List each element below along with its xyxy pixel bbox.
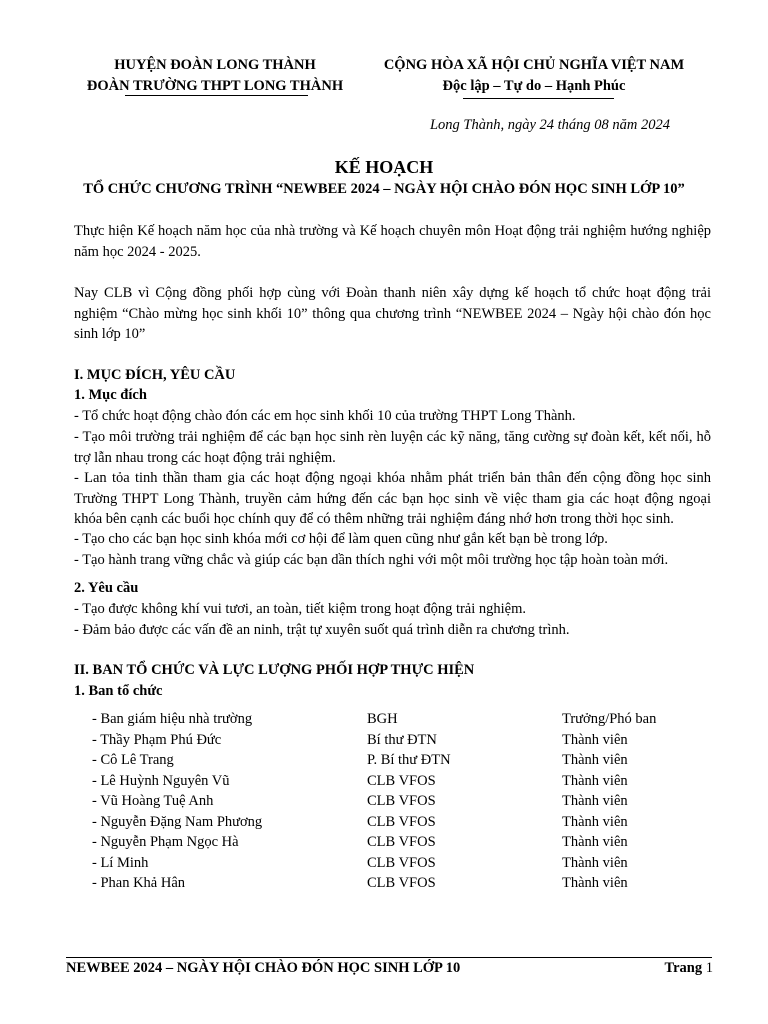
- national-motto-block: [368, 55, 700, 97]
- intro-paragraph-1: Thực hiện Kế hoạch năm học của nhà trường và Kế hoạch chuyên môn Hoạt động trải nghiệm hướng nghiệp năm học 2024 - 2025.: [74, 223, 711, 260]
- member-unit: P. Bí thư ĐTN: [367, 752, 451, 768]
- section-2-heading: II. BAN TỔ CHỨC VÀ LỰC LƯỢNG PHỐI HỢP THỰC HIỆN: [74, 662, 475, 678]
- purpose-item: - Tổ chức hoạt động chào đón các em học sinh khối 10 của trường THPT Long Thành.: [74, 408, 576, 424]
- section-1-sub-purpose: 1. Mục đích: [74, 387, 147, 403]
- table-row: [92, 730, 682, 751]
- page-label: Trang: [664, 960, 703, 976]
- member-role: Trưởng/Phó ban: [562, 711, 657, 727]
- requirement-item: - Tạo được không khí vui tươi, an toàn, tiết kiệm trong hoạt động trải nghiệm.: [74, 601, 527, 617]
- member-unit: BGH: [367, 711, 398, 727]
- member-unit: CLB VFOS: [367, 854, 436, 871]
- table-row: [92, 873, 682, 894]
- member-name: - Nguyễn Đặng Nam Phương: [92, 813, 263, 830]
- member-role: Thành viên: [562, 752, 628, 768]
- member-role: Thành viên: [562, 813, 628, 830]
- member-unit: CLB VFOS: [367, 875, 436, 891]
- footer-title: NEWBEE 2024 – NGÀY HỘI CHÀO ĐÓN HỌC SINH LỚP 10: [66, 960, 461, 976]
- member-unit: CLB VFOS: [367, 793, 436, 809]
- table-row: [92, 853, 682, 874]
- purpose-item: - Lan tỏa tinh thần tham gia các hoạt động ngoại khóa nhằm phát triển bản thân đến cộng đồng học sinh Trường THPT Long Thành, truyền cảm hứng đến các bạn học sinh về việc tham gia các hoạt động ngoại khóa bên cạnh các buổi học chính quy để có thêm những trải nghiệm đáng nhớ hơn trong thời học sinh.: [74, 470, 711, 527]
- purpose-item: - Tạo cho các bạn học sinh khóa mới cơ hội để làm quen cũng như gắn kết bạn bè trong lớp.: [74, 531, 608, 547]
- section-2-sub-organizers: 1. Ban tổ chức: [74, 683, 163, 699]
- document-subtitle: TỔ CHỨC CHƯƠNG TRÌNH “NEWBEE 2024 – NGÀY HỘI CHÀO ĐÓN HỌC SINH LỚP 10”: [83, 181, 685, 197]
- member-role: Thành viên: [562, 731, 628, 748]
- member-role: Thành viên: [562, 854, 628, 871]
- member-name: - Nguyễn Phạm Ngọc Hà: [92, 834, 239, 850]
- issuer-underline: [125, 95, 308, 96]
- member-name: - Phan Khả Hân: [92, 875, 186, 891]
- issuer-line-2: ĐOÀN TRƯỜNG THPT LONG THÀNH: [86, 78, 344, 94]
- document-date: Long Thành, ngày 24 tháng 08 năm 2024: [429, 117, 671, 133]
- member-unit: Bí thư ĐTN: [367, 731, 437, 748]
- national-title: CỘNG HÒA XÃ HỘI CHỦ NGHĨA VIỆT NAM: [383, 57, 685, 73]
- issuer-line-1: HUYỆN ĐOÀN LONG THÀNH: [114, 57, 316, 73]
- issuer-block: [60, 55, 370, 97]
- member-unit: CLB VFOS: [367, 813, 436, 830]
- member-role: Thành viên: [562, 834, 628, 850]
- purpose-item: - Tạo môi trường trải nghiệm để các bạn học sinh rèn luyện các kỹ năng, tăng cường sự đoàn kết, kết nối, hỗ trợ lẫn nhau trong các hoạt động trải nghiệm.: [74, 429, 711, 466]
- member-unit: CLB VFOS: [367, 772, 436, 789]
- table-row: [92, 832, 682, 853]
- table-row: [92, 812, 682, 833]
- member-role: Thành viên: [562, 793, 628, 809]
- section-1-heading: I. MỤC ĐÍCH, YÊU CẦU: [74, 367, 236, 383]
- member-name: - Cô Lê Trang: [92, 752, 174, 768]
- table-row: [92, 771, 682, 792]
- member-name: - Lí Minh: [92, 854, 149, 871]
- page-number: 1: [705, 960, 713, 976]
- member-role: Thành viên: [562, 875, 628, 891]
- member-name: - Ban giám hiệu nhà trường: [92, 711, 253, 727]
- table-row: [92, 750, 682, 771]
- member-name: - Lê Huỳnh Nguyên Vũ: [92, 772, 230, 789]
- member-name: - Thầy Phạm Phú Đức: [92, 731, 222, 748]
- table-row: [92, 791, 682, 812]
- intro-paragraph-2: Nay CLB vì Cộng đồng phối hợp cùng với Đoàn thanh niên xây dựng kế hoạch tổ chức hoạt động trải nghiệm “Chào mừng học sinh khối 10” thông qua chương trình “NEWBEE 2024 – Ngày hội chào đón học sinh lớp 10”: [74, 285, 711, 342]
- member-name: - Vũ Hoàng Tuệ Anh: [92, 793, 214, 809]
- section-1-sub-requirements: 2. Yêu cầu: [74, 580, 139, 596]
- footer-divider: [66, 957, 712, 958]
- purpose-item: - Tạo hành trang vững chắc và giúp các bạn dần thích nghi với một môi trường học tập hoàn toàn mới.: [74, 552, 669, 568]
- organizer-table: [92, 709, 682, 894]
- requirement-item: - Đảm bảo được các vấn đề an ninh, trật tự xuyên suốt quá trình diễn ra chương trình.: [74, 622, 570, 638]
- member-role: Thành viên: [562, 772, 628, 789]
- document-title: KẾ HOẠCH: [334, 157, 434, 177]
- national-motto: Độc lập – Tự do – Hạnh Phúc: [442, 78, 626, 94]
- page-number-block: [665, 960, 713, 977]
- motto-underline: [463, 98, 614, 99]
- member-unit: CLB VFOS: [367, 834, 436, 850]
- table-row: [92, 709, 682, 730]
